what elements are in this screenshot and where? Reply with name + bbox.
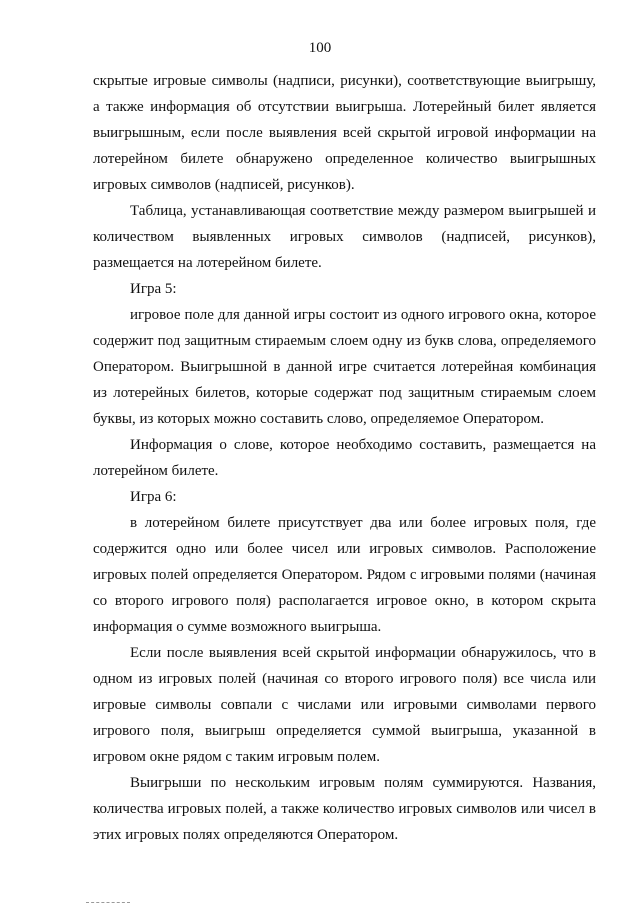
paragraph: в лотерейном билете присутствует два или более игровых поля, где содержится одно или более чисел или игровых символов. Расположение игровых полей определяется Оператором. Рядом с игровыми полями (начиная со второго игрового поля) располагается игровое окно, в котором скрыта информация о сумме возможного выигрыша. — [93, 515, 596, 635]
paragraph: игровое поле для данной игры состоит из одного игрового окна, которое содержит под защитным стираемым слоем одну из букв слова, определяемого Оператором. Выигрышной в данной игре считается лотерейная комбинация из лотерейных билетов, которые содержат под защитным стираемым слоем буквы, из которых можно составить слово, определяемое Оператором. — [93, 307, 596, 427]
document-body — [93, 68, 596, 848]
paragraph: Таблица, устанавливающая соответствие между размером выигрышей и количеством выявленных игровых символов (надписей, рисунков), размещается на лотерейном билете. — [93, 203, 596, 271]
page-number: 100 — [308, 40, 332, 56]
paragraph: Игра 5: — [130, 281, 177, 297]
paragraph: Информация о слове, которое необходимо составить, размещается на лотерейном билете. — [93, 437, 596, 479]
paragraph: скрытые игровые символы (надписи, рисунки), соответствующие выигрышу, а также информация об отсутствии выигрыша. Лотерейный билет является выигрышным, если после выявления всей скрытой игровой информации на лотерейном билете обнаружено определенное количество выигрышных игровых символов (надписей, рисунков). — [93, 73, 596, 193]
paragraph: Выигрыши по нескольким игровым полям суммируются. Названия, количества игровых полей, а также количество игровых символов или чисел в этих игровых полях определяются Оператором. — [93, 775, 596, 843]
paragraph: Игра 6: — [130, 489, 177, 505]
paragraph: Если после выявления всей скрытой информации обнаружилось, что в одном из игровых полей (начиная со второго игрового поля) все числа или игровые символы совпали с числами или игровыми символами первого игрового поля, выигрыш определяется суммой выигрыша, указанной в игровом окне рядом с таким игровым полем. — [93, 645, 596, 765]
